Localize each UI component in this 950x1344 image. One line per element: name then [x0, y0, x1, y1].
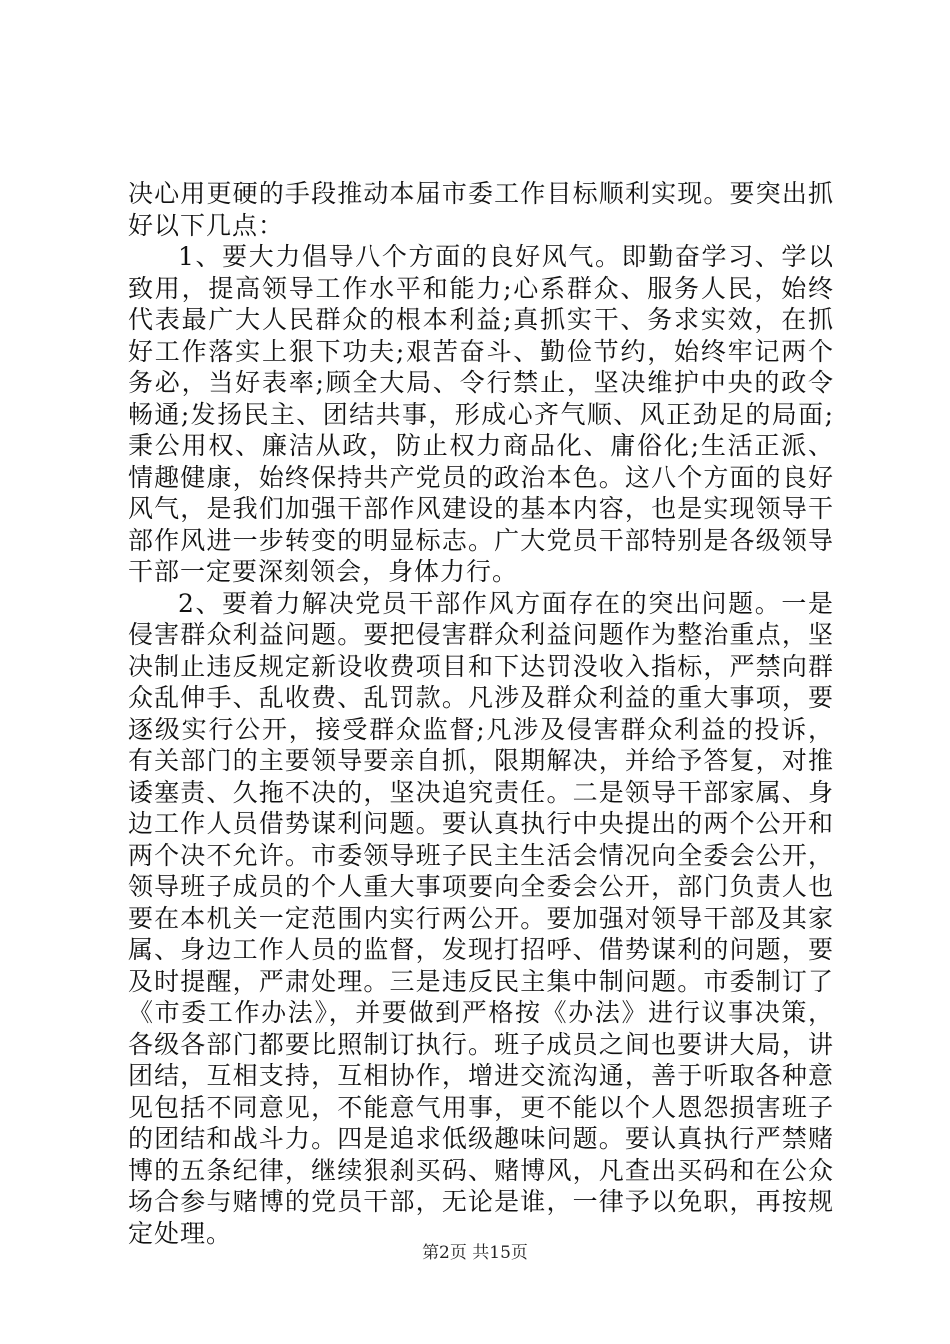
- paragraph-continuation: 决心用更硬的手段推动本届市委工作目标顺利实现。要突出抓好以下几点：: [128, 179, 834, 240]
- document-body: [128, 178, 834, 1249]
- page-number-footer: 第2页 共15页: [422, 1243, 528, 1263]
- paragraph-point-1: 1、要大力倡导八个方面的良好风气。即勤奋学习、学以致用，提高领导工作水平和能力;心系群众、服务人民，始终代表最广大人民群众的根本利益;真抓实干、务求实效，在抓好工作落实上狠下功夫;艰苦奋斗、勤俭节约，始终牢记两个务必，当好表率;顾全大局、令行禁止，坚决维护中央的政令畅通;发扬民主、团结共事，形成心齐气顺、风正劲足的局面;秉公用权、廉洁从政，防止权力商品化、庸俗化;生活正派、情趣健康，始终保持共产党员的政治本色。这八个方面的良好风气，是我们加强干部作风建设的基本内容，也是实现领导干部作风进一步转变的明显标志。广大党员干部特别是各级领导干部一定要深刻领会，身体力行。: [128, 242, 834, 586]
- paragraph-point-2: 2、要着力解决党员干部作风方面存在的突出问题。一是侵害群众利益问题。要把侵害群众利益问题作为整治重点，坚决制止违反规定新设收费项目和下达罚没收入指标，严禁向群众乱伸手、乱收费、乱罚款。凡涉及群众利益的重大事项，要逐级实行公开，接受群众监督;凡涉及侵害群众利益的投诉，有关部门的主要领导要亲自抓，限期解决，并给予答复，对推诿塞责、久拖不决的，坚决追究责任。二是领导干部家属、身边工作人员借势谋利问题。要认真执行中央提出的两个公开和两个决不允许。市委领导班子民主生活会情况向全委会公开，领导班子成员的个人重大事项要向全委会公开，部门负责人也要在本机关一定范围内实行两公开。要加强对领导干部及其家属、身边工作人员的监督，发现打招呼、借势谋利的问题，要及时提醒，严肃处理。三是违反民主集中制问题。市委制订了《市委工作办法》，并要做到严格按《办法》进行议事决策，各级各部门都要比照制订执行。班子成员之间也要讲大局，讲团结，互相支持，互相协作，增进交流沟通，善于听取各种意见包括不同意见，不能意气用事，更不能以个人恩怨损害班子的团结和战斗力。四是追求低级趣味问题。要认真执行严禁赌博的五条纪律，继续狠刹买码、赌博风，凡查出买码和在公众场合参与赌博的党员干部，无论是谁，一律予以免职，再按规定处理。: [128, 588, 834, 1248]
